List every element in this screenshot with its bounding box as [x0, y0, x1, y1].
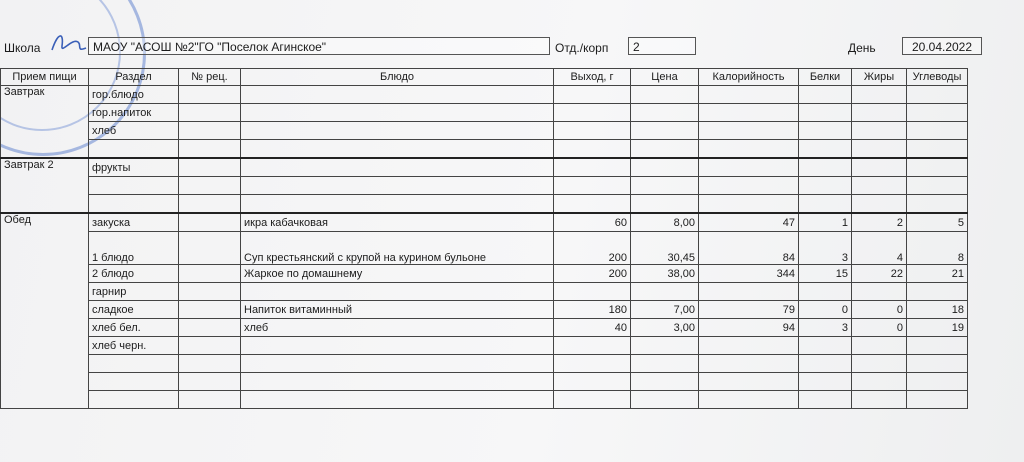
fat-cell: 22: [852, 265, 907, 283]
table-row: [1, 265, 968, 283]
section-cell: хлеб: [89, 122, 179, 140]
fat-cell: 4: [852, 232, 907, 265]
table-row: [1, 319, 968, 337]
carbs-cell: 5: [907, 213, 968, 232]
kcal-cell: 344: [699, 265, 799, 283]
price-cell: 38,00: [631, 265, 699, 283]
col-dish: Блюдо: [241, 69, 554, 86]
fat-cell: 0: [852, 319, 907, 337]
signature: [48, 30, 88, 56]
price-cell: 8,00: [631, 213, 699, 232]
yield-cell: 60: [554, 213, 631, 232]
kcal-cell: 84: [699, 232, 799, 265]
protein-cell: 0: [799, 301, 852, 319]
dept-field: 2: [628, 37, 696, 55]
dept-label: Отд./корп: [555, 41, 609, 55]
section-cell: 1 блюдо: [89, 232, 179, 265]
table-row: [1, 301, 968, 319]
dish-cell: Жаркое по домашнему: [241, 265, 554, 283]
kcal-cell: 47: [699, 213, 799, 232]
protein-cell: 15: [799, 265, 852, 283]
dish-cell: хлеб: [241, 319, 554, 337]
section-cell: фрукты: [89, 158, 179, 177]
meal-breakfast: Завтрак: [1, 86, 89, 159]
kcal-cell: 79: [699, 301, 799, 319]
carbs-cell: 8: [907, 232, 968, 265]
meal-breakfast-2: Завтрак 2: [1, 158, 89, 213]
table-row: [1, 122, 968, 140]
section-cell: хлеб бел.: [89, 319, 179, 337]
table-header-row: [1, 69, 968, 86]
col-section: Раздел: [89, 69, 179, 86]
table-row: [1, 232, 968, 265]
section-cell: гор.блюдо: [89, 86, 179, 104]
dish-cell: Напиток витаминный: [241, 301, 554, 319]
protein-cell: 3: [799, 232, 852, 265]
section-cell: хлеб черн.: [89, 337, 179, 355]
section-cell: закуска: [89, 213, 179, 232]
day-label: День: [848, 41, 876, 55]
section-cell: сладкое: [89, 301, 179, 319]
table-row: [1, 391, 968, 409]
fat-cell: 2: [852, 213, 907, 232]
yield-cell: 200: [554, 265, 631, 283]
table-row: [1, 104, 968, 122]
table-row: [1, 373, 968, 391]
carbs-cell: 18: [907, 301, 968, 319]
protein-cell: 1: [799, 213, 852, 232]
table-row: [1, 355, 968, 373]
col-meal: Прием пищи: [1, 69, 89, 86]
table-row: [1, 337, 968, 355]
col-price: Цена: [631, 69, 699, 86]
table-row: [1, 213, 968, 232]
section-cell: гор.напиток: [89, 104, 179, 122]
carbs-cell: 21: [907, 265, 968, 283]
yield-cell: 200: [554, 232, 631, 265]
date-field: 20.04.2022: [902, 37, 982, 55]
school-label: Школа: [4, 41, 41, 55]
col-fat: Жиры: [852, 69, 907, 86]
table-row: [1, 195, 968, 214]
section-cell: 2 блюдо: [89, 265, 179, 283]
yield-cell: 40: [554, 319, 631, 337]
menu-table: [0, 68, 968, 409]
dish-cell: Суп крестьянский с крупой на курином бульоне: [241, 232, 554, 265]
table-row: [1, 177, 968, 195]
section-cell: гарнир: [89, 283, 179, 301]
price-cell: 30,45: [631, 232, 699, 265]
fat-cell: 0: [852, 301, 907, 319]
price-cell: 7,00: [631, 301, 699, 319]
dish-cell: икра кабачковая: [241, 213, 554, 232]
col-protein: Белки: [799, 69, 852, 86]
meal-lunch: Обед: [1, 213, 89, 409]
protein-cell: 3: [799, 319, 852, 337]
col-yield: Выход, г: [554, 69, 631, 86]
price-cell: 3,00: [631, 319, 699, 337]
col-recipe: № рец.: [179, 69, 241, 86]
table-row: [1, 140, 968, 159]
kcal-cell: 94: [699, 319, 799, 337]
col-carbs: Углеводы: [907, 69, 968, 86]
school-name-field: МАОУ "АСОШ №2"ГО "Поселок Агинское": [88, 37, 550, 55]
carbs-cell: 19: [907, 319, 968, 337]
table-row: [1, 283, 968, 301]
table-row: [1, 86, 968, 104]
yield-cell: 180: [554, 301, 631, 319]
col-kcal: Калорийность: [699, 69, 799, 86]
table-row: [1, 158, 968, 177]
